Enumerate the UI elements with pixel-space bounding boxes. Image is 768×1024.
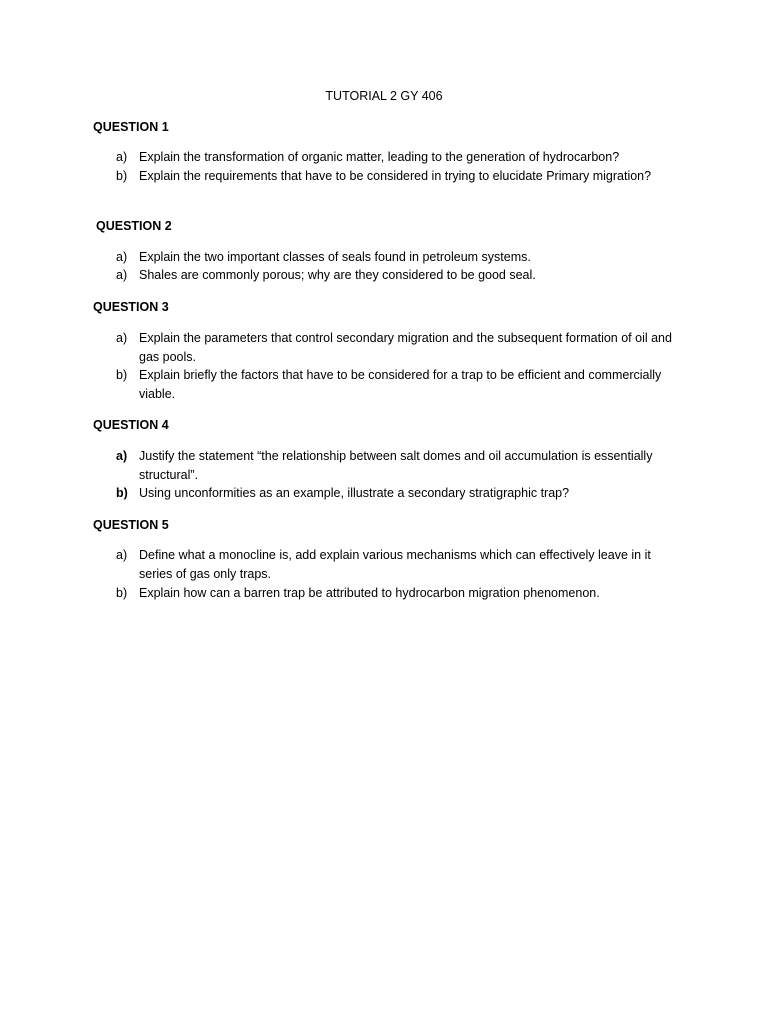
item-text: Using unconformities as an example, illustrate a secondary stratigraphic trap? (139, 486, 570, 500)
item-marker: b) (116, 368, 128, 382)
item-text: Explain briefly the factors that have to be considered for a trap to be efficient and commercially viable. (139, 368, 662, 401)
item-marker: a) (116, 150, 128, 164)
item-text: Define what a monocline is, add explain various mechanisms which can effectively leave in it series of gas only traps. (139, 548, 651, 581)
item-marker: a) (116, 449, 128, 463)
item-marker: b) (116, 486, 128, 500)
document-title: TUTORIAL 2 GY 406 (325, 89, 443, 103)
item-text: Justify the statement “the relationship between salt domes and oil accumulation is essentially structural”. (139, 449, 653, 482)
item-marker: a) (116, 331, 128, 345)
item-marker: a) (116, 250, 128, 264)
item-text: Explain the transformation of organic matter, leading to the generation of hydrocarbon? (139, 150, 620, 164)
item-text: Explain the two important classes of seals found in petroleum systems. (139, 250, 531, 264)
item-text: Explain how can a barren trap be attributed to hydrocarbon migration phenomenon. (139, 586, 600, 600)
question-4-heading: QUESTION 4 (93, 418, 169, 432)
item-text: Explain the requirements that have to be considered in trying to elucidate Primary migration? (139, 169, 652, 183)
question-1-heading: QUESTION 1 (93, 120, 169, 134)
item-marker: b) (116, 169, 128, 183)
item-text: Explain the parameters that control secondary migration and the subsequent formation of oil and gas pools. (139, 331, 672, 364)
item-marker: b) (116, 586, 128, 600)
item-marker: a) (116, 548, 128, 562)
question-3-heading: QUESTION 3 (93, 300, 169, 314)
item-marker: a) (116, 268, 128, 282)
question-5-heading: QUESTION 5 (93, 518, 169, 532)
question-2-heading: QUESTION 2 (96, 219, 172, 233)
item-text: Shales are commonly porous; why are they considered to be good seal. (139, 268, 536, 282)
